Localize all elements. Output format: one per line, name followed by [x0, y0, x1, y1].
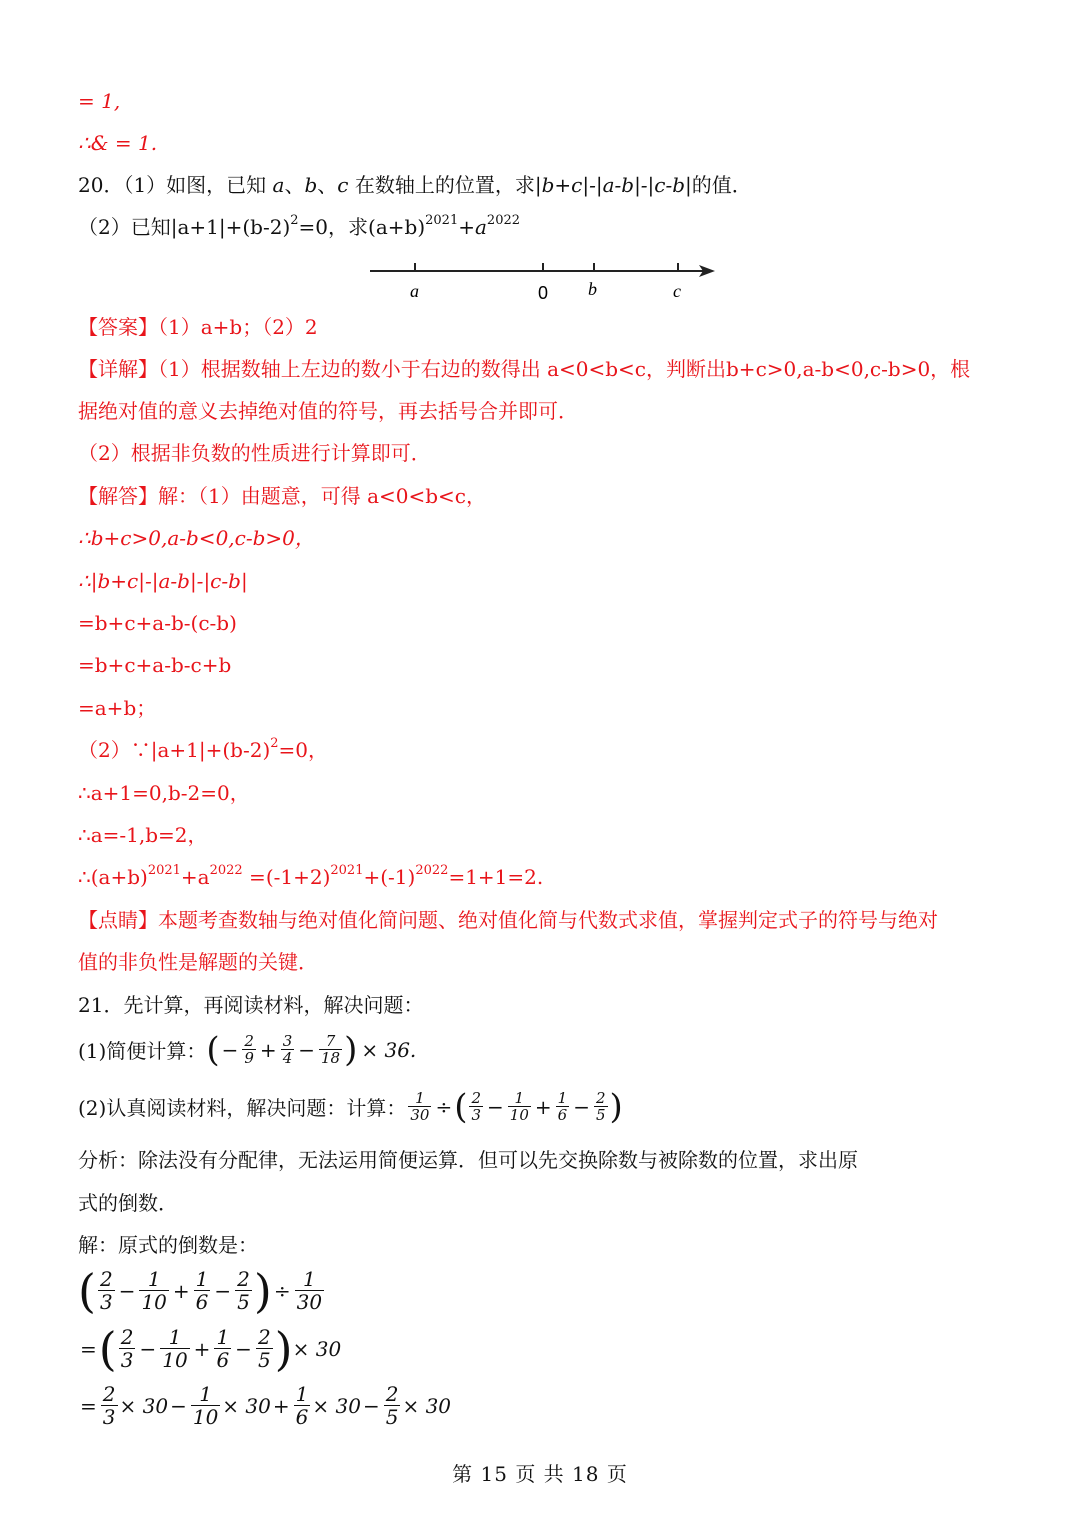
solve-step-8: ∴a=-1,b=2， [78, 823, 208, 847]
reciprocal-step-1: ( $\frac{2}{3}$ − $\frac{1}{10}$ + $\frac{1}{6}$ − $\frac{2}{5}$ ) ÷ $\frac{1}{30}$ [78, 1263, 323, 1318]
q21-part2: (2)认真阅读材料，解决问题：计算： $\frac{1}{30}$ ÷ ( $\frac{2}{3}$ − $\frac{1}{10}$ + $\frac{1}{6}$ − $\frac{2}{5}$ ) [78, 1086, 623, 1127]
solve-step-6: $(2)\because|a+1|+(b-2)^2=0$， [78, 736, 329, 762]
question-20-part2: （2）已知$|a+1|+(b-2)^2=0$，求$(a+b)^{2021}+a^{2022}$ [78, 213, 521, 239]
line-eq-1: = 1, [78, 89, 121, 113]
label-b: b [588, 279, 597, 299]
solve-step-3: =b+c+a-b-(c-b) [78, 611, 237, 635]
number-line-figure [365, 255, 725, 305]
solve-line: 【解答】解：（1）由题意，可得 a<0<b<c， [78, 484, 487, 508]
solve-step-2: ∴|b+c|-|a-b|-|c-b| [78, 569, 248, 593]
reciprocal-step-3: = $\frac{2}{3}$ × 30 − $\frac{1}{10}$ × 30 + $\frac{1}{6}$ × 30 − $\frac{2}{5}$ × 30 [80, 1382, 452, 1429]
label-a: a [410, 281, 419, 301]
analysis-line-1: 分析：除法没有分配律，无法运用简便运算．但可以先交换除数与被除数的位置，求出原 [78, 1148, 858, 1172]
q21-part1: (1)简便计算： ( − $\frac{2}{9}$ + $\frac{3}{4}$ − $\frac{7}{18}$ ) × 36. [78, 1029, 417, 1070]
question-21: 21．先计算，再阅读材料，解决问题： [78, 993, 424, 1017]
point-line-1: 【点睛】本题考查数轴与绝对值化简问题、绝对值化简与代数式求值，掌握判定式子的符号与绝对 [78, 908, 938, 932]
solve-step-9: $\therefore(a+b)^{2021}+a^{2022} =(-1+2)^{2021}+(-1)^{2022}=1+1=2$. [78, 863, 544, 889]
answer-line: 【答案】（1）a+b；（2）2 [78, 315, 318, 339]
analysis-line-2: 式的倒数． [78, 1191, 178, 1215]
solution-intro: 解：原式的倒数是： [78, 1233, 258, 1257]
solve-step-5: =a+b； [78, 696, 157, 720]
solve-step-1: ∴b+c>0,a-b<0,c-b>0， [78, 526, 315, 550]
reciprocal-step-2: = ( $\frac{2}{3}$ − $\frac{1}{10}$ + $\frac{1}{6}$ − $\frac{2}{5}$ ) × 30 [80, 1321, 342, 1376]
detail-line-1: 【详解】（1）根据数轴上左边的数小于右边的数得出 a<0<b<c，判断出b+c>0,a-b<0,c-b>0，根 [78, 357, 971, 381]
label-c: c [673, 281, 681, 301]
detail-line-2: 据绝对值的意义去掉绝对值的符号，再去括号合并即可． [78, 399, 578, 423]
question-20-part1: 20．（1）如图，已知 a、b、c 在数轴上的位置，求|b+c|-|a-b|-|c-b|的值． [78, 173, 752, 197]
detail-line-3: （2）根据非负数的性质进行计算即可． [78, 441, 431, 465]
solve-step-7: ∴a+1=0,b-2=0， [78, 781, 250, 805]
line-therefore-1: ∴& = 1. [78, 131, 158, 155]
page-footer: 第 15 页 共 18 页 [452, 1462, 628, 1486]
label-0: 0 [538, 283, 549, 303]
solve-step-4: =b+c+a-b-c+b [78, 653, 232, 677]
point-line-2: 值的非负性是解题的关键． [78, 950, 318, 974]
